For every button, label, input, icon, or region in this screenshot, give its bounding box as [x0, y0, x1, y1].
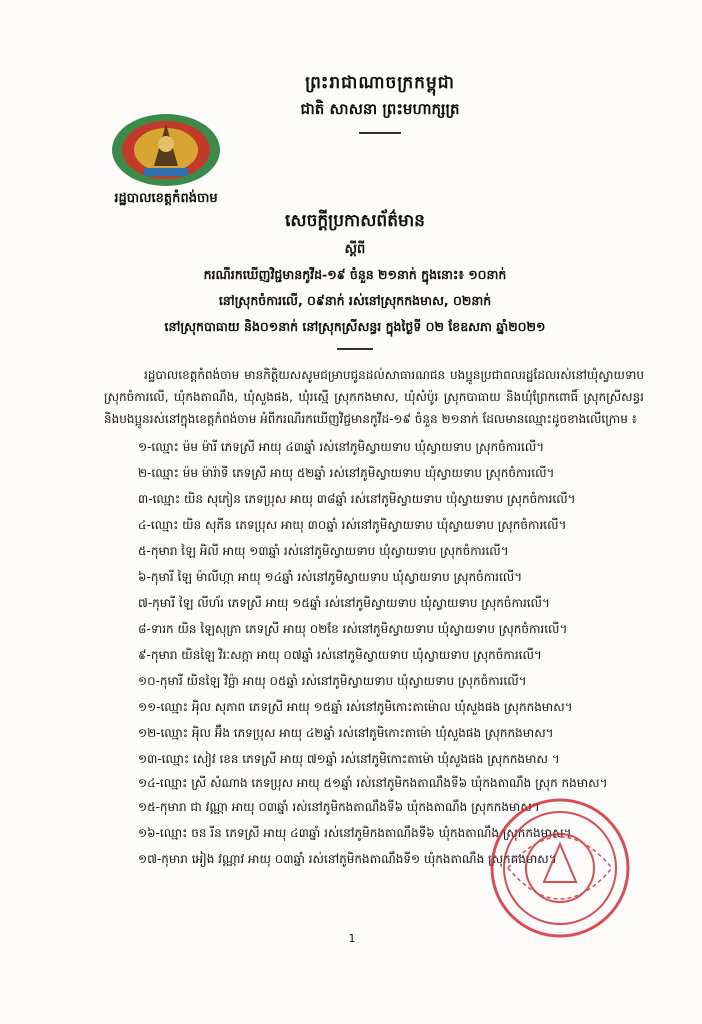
national-motto: ជាតិ សាសនា ព្រះមហាក្សត្រ [300, 100, 460, 118]
list-item: ១៤-ឈ្មោះ ស្រី សំណាង ភេទប្រុស អាយុ ៥១ឆ្នាំ រស់នៅភូមិកងតាណឹងទី៦ ឃុំកងតាណឹង ស្រុក កងមាស។ [138, 776, 608, 790]
intro-paragraph: រដ្ឋបាលខេត្តកំពង់ចាម មានកិត្តិយសសូមជម្រាបជូនដល់សាធារណជន បងប្អូនប្រជាពលរដ្ឋដែលរស់នៅឃុំស្វាយទាប ស្រុកចំការលើ, ឃុំកងតាណឹង, ឃុំសួងផង, ឃុំរស្មើ ស្រុកកងមាស, ឃុំសំប៉ូរ ស្រុកបាធាយ និងឃុំព្រែកពោធិ៍ ស្រុកស្រីសន្ធរ និងបងប្អូនរស់នៅក្នុងខេត្តកំពង់ចាម អំពីករណីរកឃើញវិជ្ជមានកូវីដ-១៩ ចំនួន ២១នាក់ ដែលមានឈ្មោះដូចខាងលើក្រោម ៖ [104, 368, 644, 426]
kingdom-name: ព្រះរាជាណាចក្រកម្ពុជា [305, 73, 455, 93]
list-item: ២-ឈ្មោះ ម៉ម ម៉ារ៉ាទី ភេទស្រី អាយុ ៥២ឆ្នាំ រស់នៅភូមិស្វាយទាប ឃុំស្វាយទាប ស្រុកចំការលើ។ [138, 466, 555, 480]
list-item: ៧-កុមារី ឡៃ លីហ័រ ភេទស្រី អាយុ ១៥ឆ្នាំ រស់នៅភូមិស្វាយទាប ឃុំស្វាយទាប ស្រុកចំការលើ។ [138, 596, 550, 610]
list-item: ១០-កុមារី យិនឡៃ វិច្ឆ៉ា អាយុ ០៥ឆ្នាំ រស់នៅភូមិស្វាយទាប ឃុំស្វាយទាប ស្រុកចំការលើ។ [138, 674, 527, 688]
list-item: ៦-កុមារី ឡៃ ម៉ាលីហ្កា អាយុ ១៤ឆ្នាំ រស់នៅភូមិស្វាយទាប ឃុំស្វាយទាប ស្រុកចំការលើ។ [138, 570, 523, 584]
provincial-emblem-logo [106, 110, 226, 188]
list-item: ១-ឈ្មោះ ម៉ម ម៉ារី ភេទស្រី អាយុ ៤៣ឆ្នាំ រស់នៅភូមិស្វាយទាប ឃុំស្វាយទាប ស្រុកចំការលើ។ [138, 440, 545, 454]
subject-line-3: នៅស្រុកបាធាយ និង០១នាក់ នៅស្រុកស្រីសន្ធរ ក្នុងថ្ងៃទី ០២ ខែឧសភា ឆ្នាំ២០២១ [164, 319, 546, 334]
title-divider [337, 348, 373, 350]
list-item: ៥-កុមារា ឡៃ អិលី អាយុ ១៣ឆ្នាំ រស់នៅភូមិស្វាយទាប ឃុំស្វាយទាប ស្រុកចំការលើ។ [138, 544, 509, 558]
title-block [90, 210, 620, 350]
list-item: ៤-ឈ្មោះ យិន សុភីន ភេទប្រុស អាយុ ៣០ឆ្នាំ រស់នៅភូមិស្វាយទាប ឃុំស្វាយទាប ស្រុកចំការលើ។ [138, 518, 567, 532]
kingdom-header [240, 70, 520, 134]
list-item: ១៦-ឈ្មោះ ចន រីន ភេទស្រី អាយុ ៤៣ឆ្នាំ រស់នៅភូមិកងតាណឹងទី៦ ឃុំកងតាណឹង ស្រុកកងមាស។ [138, 826, 572, 840]
list-item: ៩-កុមារា យិនឡៃ វិរៈសក្កា អាយុ ០៧ឆ្នាំ រស់នៅភូមិស្វាយទាប ឃុំស្វាយទាប ស្រុកចំការលើ។ [138, 648, 542, 662]
list-item: ១២-ឈ្មោះ អុិល អ៊ឹង ភេទប្រុស អាយុ ៤២ឆ្នាំ រស់នៅភូមិកោះតាម៉ោ ឃុំសួងផង ស្រុកកងមាស។ [138, 726, 554, 740]
page-number: 1 [348, 932, 356, 945]
list-item: ១៣-ឈ្មោះ សៀវ ខេន ភេទស្រី អាយុ ៧១ឆ្នាំ រស់នៅភូមិកោះតាម៉ោ ឃុំសួងផង ស្រុកកងមាស ។ [138, 752, 560, 766]
list-item: ១១-ឈ្មោះ អុិល សុភាព ភេទស្រី អាយុ ១៥ឆ្នាំ រស់នៅភូមិកោះតាម៉ោល ឃុំសួងផង ស្រុកកងមាស។ [138, 700, 573, 714]
subject-line-2: នៅស្រុកចំការលើ, ០៩នាក់ រស់នៅស្រុកកងមាស, ០២នាក់ [218, 293, 492, 308]
list-item: ១៥-កុមារា ជា វណ្ណា អាយុ ០៣ឆ្នាំ រស់នៅភូមិកងតាណឹងទី៦ ឃុំកងតាណឹង ស្រុកកងមាស។ [138, 800, 540, 814]
subject-line-1: ករណីរកឃើញវិជ្ជមានកូវីដ-១៩ ចំនួន ២១នាក់ ក្នុងនោះ៖ ១០នាក់ [203, 267, 507, 282]
official-stamp-icon [488, 796, 632, 940]
list-item: ៨-ទារក យិន ឡៃសុភ្រា ភេទស្រី អាយុ ០២ខែ រស់នៅភូមិស្វាយទាប ឃុំស្វាយទាប ស្រុកចំការលើ។ [138, 622, 568, 636]
administration-name: រដ្ឋបាលខេត្តកំពង់ចាម [114, 191, 218, 206]
list-item: ៣-ឈ្មោះ យិន សុភៀន ភេទប្រុស អាយុ ៣៨ឆ្នាំ រស់នៅភូមិស្វាយទាប ឃុំស្វាយទាប ស្រុកចំការលើ។ [138, 492, 576, 506]
document-title: សេចក្តីប្រកាសព័ត៌មាន [285, 211, 425, 231]
header-divider [359, 132, 401, 134]
title-about: ស្តីពី [344, 242, 366, 257]
list-item: ១៧-កុមារា អៀង វណ្ណាវ អាយុ ០៣ឆ្នាំ រស់នៅភូមិកងតាណឹងទី១ ឃុំកងតាណឹង ស្រុកកងមាស។ [138, 852, 557, 866]
